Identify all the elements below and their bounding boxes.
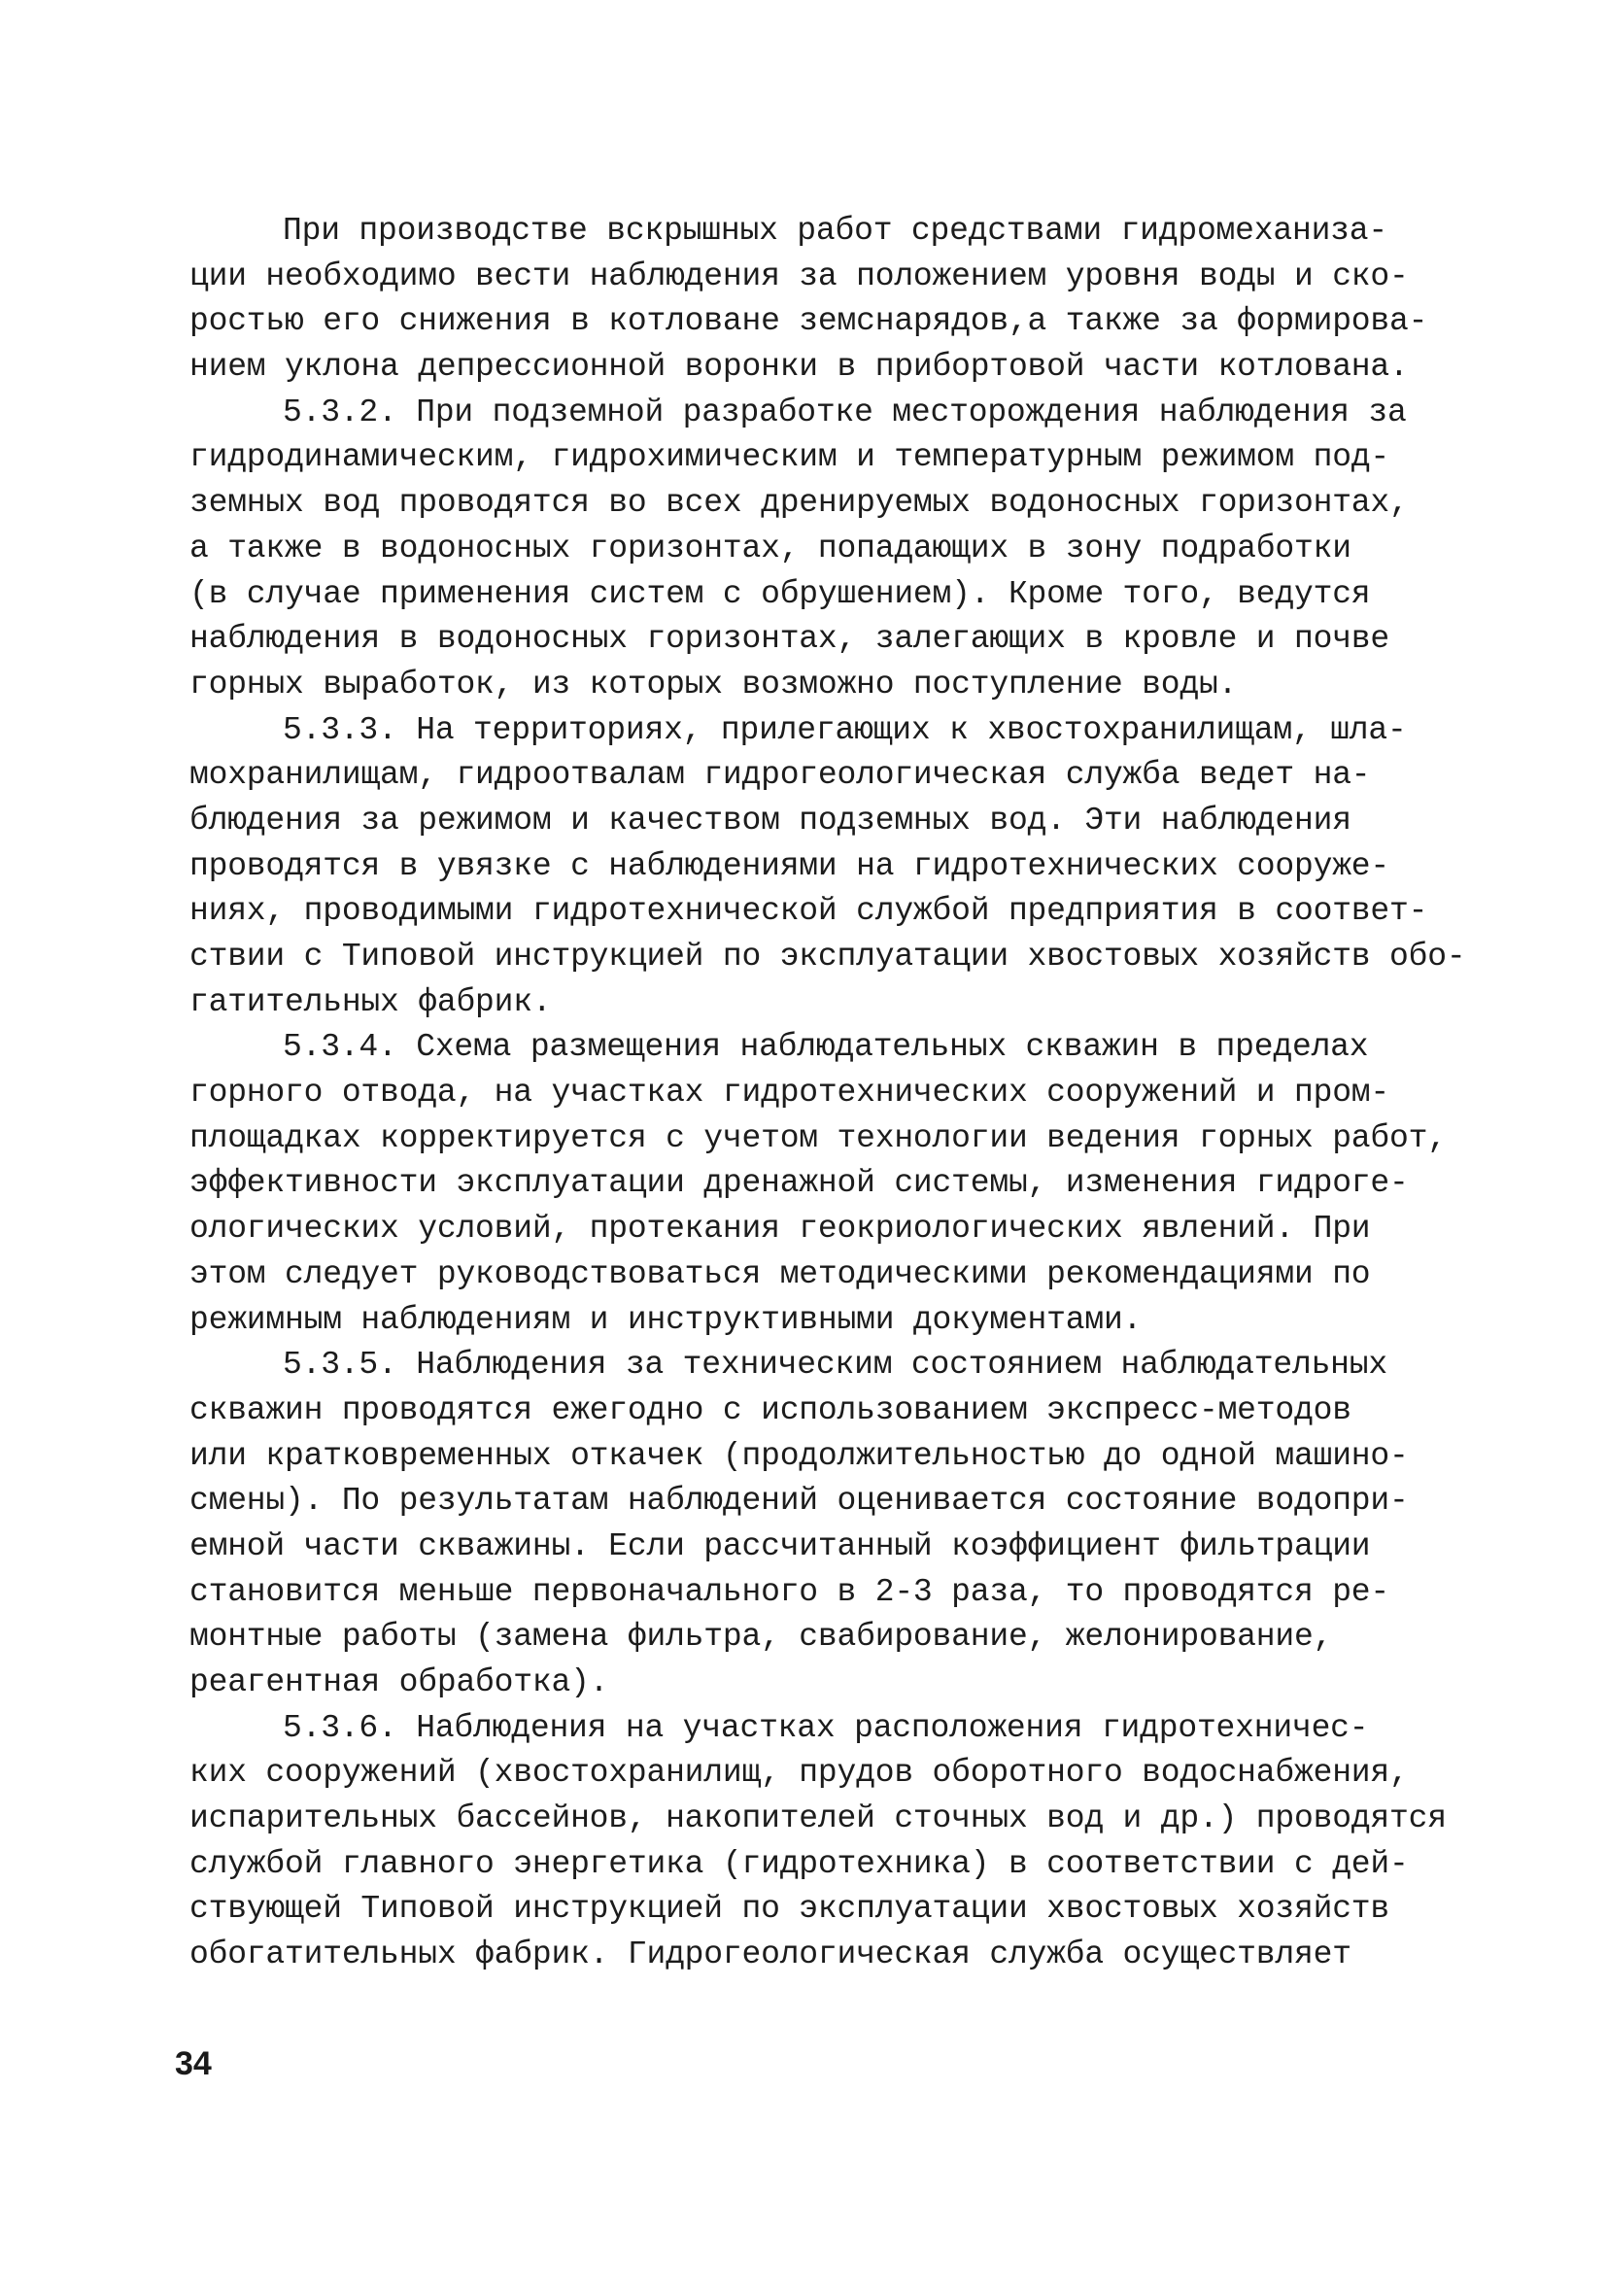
text-line: становится меньше первоначального в 2-3 раза, то проводятся ре- bbox=[189, 1573, 1390, 1610]
text-line: этом следует руководствоваться методическими рекомендациями по bbox=[189, 1255, 1371, 1292]
text-line: горных выработок, из которых возможно поступление воды. bbox=[189, 666, 1238, 703]
text-line-paragraph-start: 5.3.4. Схема размещения наблюдательных скважин в пределах bbox=[283, 1029, 1369, 1066]
text-line: службой главного энергетика (гидротехника) в соответствии с дей- bbox=[189, 1845, 1409, 1882]
text-line: скважин проводятся ежегодно с использованием экспресс-методов bbox=[189, 1391, 1351, 1428]
text-line: ции необходимо вести наблюдения за положением уровня воды и ско- bbox=[189, 257, 1409, 294]
text-line: ствующей Типовой инструкцией по эксплуатации хвостовых хозяйств bbox=[189, 1891, 1390, 1928]
text-line: мохранилищам, гидроотвалам гидрогеологическая служба ведет на- bbox=[189, 757, 1371, 794]
text-line: ких сооружений (хвостохранилищ, прудов оборотного водоснабжения, bbox=[189, 1755, 1409, 1792]
text-line: ниях, проводимыми гидротехнической службой предприятия в соответ- bbox=[189, 893, 1428, 930]
body-text bbox=[189, 209, 1466, 1978]
text-line: ствии с Типовой инструкцией по эксплуатации хвостовых хозяйств обо- bbox=[189, 939, 1466, 975]
text-line: ростью его снижения в котловане земснарядов,а также за формирова- bbox=[189, 303, 1428, 340]
text-line: земных вод проводятся во всех дренируемых водоносных горизонтах, bbox=[189, 485, 1409, 522]
text-line: эффективности эксплуатации дренажной системы, изменения гидроге- bbox=[189, 1165, 1409, 1202]
text-line: а также в водоносных горизонтах, попадающих в зону подработки bbox=[189, 530, 1351, 566]
text-line: наблюдения в водоносных горизонтах, залегающих в кровле и почве bbox=[189, 621, 1390, 658]
text-line: испарительных бассейнов, накопителей сточных вод и др.) проводятся bbox=[189, 1800, 1447, 1837]
text-line-paragraph-start: 5.3.3. На территориях, прилегающих к хвостохранилищам, шла- bbox=[283, 711, 1407, 748]
text-line: реагентная обработка). bbox=[189, 1664, 609, 1700]
text-line: площадках корректируется с учетом технологии ведения горных работ, bbox=[189, 1119, 1447, 1156]
text-line: или кратковременных откачек (продолжительностью до одной машино- bbox=[189, 1437, 1409, 1474]
text-line: блюдения за режимом и качеством подземных вод. Эти наблюдения bbox=[189, 802, 1351, 839]
text-line: горного отвода, на участках гидротехнических сооружений и пром- bbox=[189, 1075, 1390, 1112]
text-line-paragraph-start: 5.3.5. Наблюдения за техническим состоянием наблюдательных bbox=[283, 1347, 1387, 1384]
text-line: (в случае применения систем с обрушением). Кроме того, ведутся bbox=[189, 575, 1371, 612]
text-line: обогатительных фабрик. Гидрогеологическая служба осуществляет bbox=[189, 1936, 1351, 1973]
text-line-paragraph-start: 5.3.2. При подземной разработке месторождения наблюдения за bbox=[283, 394, 1407, 430]
text-line: гидродинамическим, гидрохимическим и температурным режимом под- bbox=[189, 439, 1390, 476]
text-line-paragraph-start: При производстве вскрышных работ средствами гидромеханиза- bbox=[283, 213, 1387, 249]
text-line: смены). По результатам наблюдений оценивается состояние водопри- bbox=[189, 1483, 1409, 1520]
text-line-paragraph-start: 5.3.6. Наблюдения на участках расположения гидротехничес- bbox=[283, 1709, 1369, 1746]
text-line: ологических условий, протекания геокриологических явлений. При bbox=[189, 1211, 1371, 1248]
text-line: емной части скважины. Если рассчитанный коэффициент фильтрации bbox=[189, 1527, 1371, 1564]
text-line: гатительных фабрик. bbox=[189, 983, 552, 1020]
text-line: режимным наблюдениям и инструктивными документами. bbox=[189, 1301, 1143, 1338]
text-line: нием уклона депрессионной воронки в прибортовой части котлована. bbox=[189, 349, 1409, 386]
text-line: проводятся в увязке с наблюдениями на гидротехнических сооруже- bbox=[189, 847, 1390, 884]
page-number: 34 bbox=[175, 2045, 212, 2082]
text-line: монтные работы (замена фильтра, свабирование, желонирование, bbox=[189, 1619, 1333, 1656]
